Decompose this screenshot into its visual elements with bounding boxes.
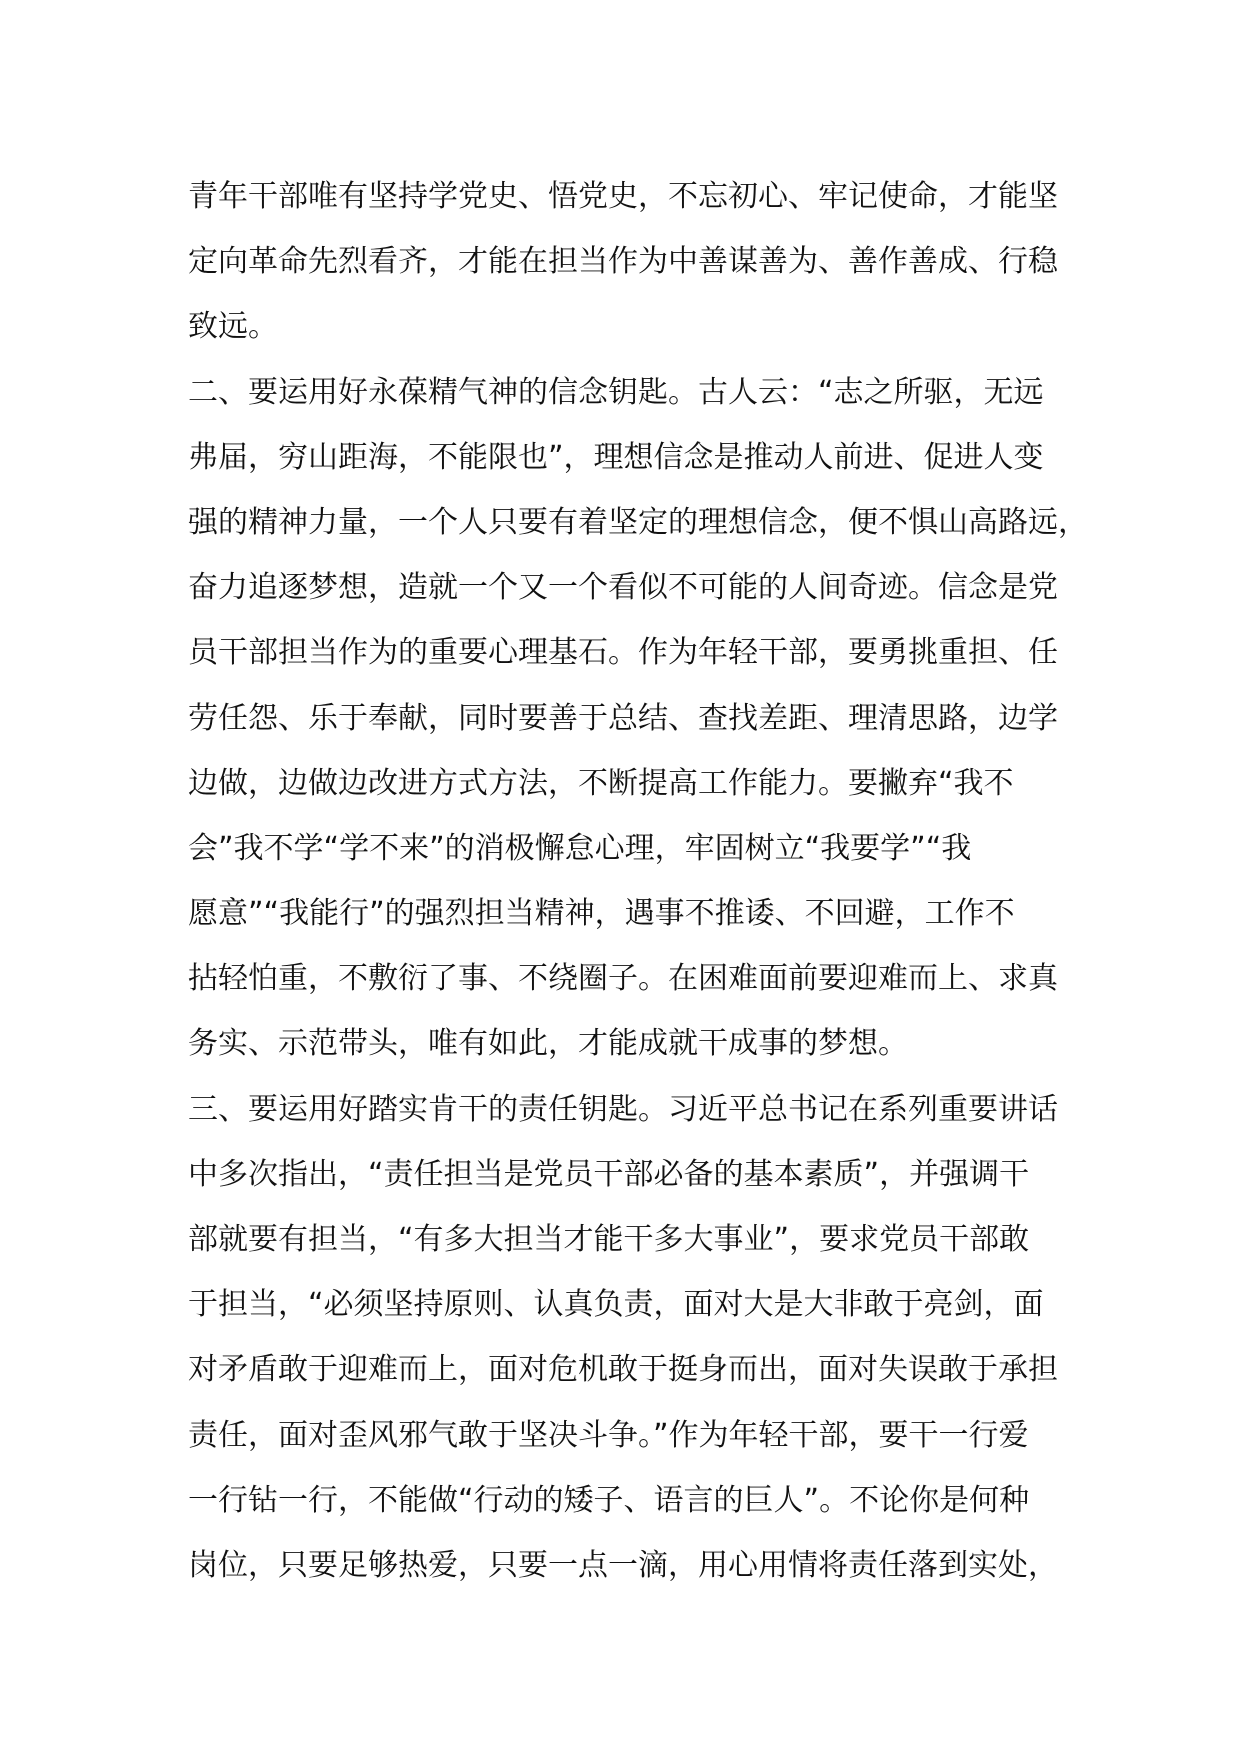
text-line: 边做，边做边改进方式方法，不断提高工作能力。要撇弃“我不 (188, 765, 1014, 801)
text-line: 二、要运用好永葆精气神的信念钥匙。古人云：“志之所驱，无远 (188, 374, 1044, 410)
text-line: 三、要运用好踏实肯干的责任钥匙。习近平总书记在系列重要讲话 (188, 1091, 1058, 1127)
text-line: 愿意”“我能行”的强烈担当精神，遇事不推诿、不回避，工作不 (188, 896, 1015, 932)
text-line: 拈轻怕重，不敷衍了事、不绕圈子。在困难面前要迎难而上、求真 (188, 961, 1058, 997)
text-line: 中多次指出，“责任担当是党员干部必备的基本素质”，并强调干 (188, 1156, 1030, 1192)
text-line: 岗位，只要足够热爱，只要一点一滴，用心用情将责任落到实处， (188, 1547, 1058, 1583)
text-line: 员干部担当作为的重要心理基石。作为年轻干部，要勇挑重担、任 (188, 635, 1058, 671)
text-line: 对矛盾敢于迎难而上，面对危机敢于挺身而出，面对失误敢于承担 (188, 1352, 1058, 1388)
document-body (188, 164, 1088, 1598)
text-line: 务实、示范带头，唯有如此，才能成就干成事的梦想。 (188, 1026, 908, 1062)
text-line: 致远。 (188, 309, 278, 345)
text-line: 奋力追逐梦想，造就一个又一个看似不可能的人间奇迹。信念是党 (188, 570, 1058, 606)
text-line: 劳任怨、乐于奉献，同时要善于总结、查找差距、理清思路，边学 (188, 700, 1058, 736)
text-line: 会”我不学“学不来”的消极懈怠心理，牢固树立“我要学”“我 (188, 830, 972, 866)
text-line: 强的精神力量，一个人只要有着坚定的理想信念，便不惧山高路远， (188, 504, 1088, 540)
text-line: 一行钻一行，不能做“行动的矮子、语言的巨人”。不论你是何种 (188, 1482, 1030, 1518)
text-line: 弗届，穷山距海，不能限也”，理想信念是推动人前进、促进人变 (188, 439, 1044, 475)
text-line: 部就要有担当，“有多大担当才能干多大事业”，要求党员干部敢 (188, 1222, 1030, 1257)
text-line: 定向革命先烈看齐，才能在担当作为中善谋善为、善作善成、行稳 (188, 244, 1058, 280)
text-line: 责任，面对歪风邪气敢于坚决斗争。”作为年轻干部，要干一行爱 (188, 1417, 1029, 1453)
text-line: 于担当，“必须坚持原则、认真负责，面对大是大非敢于亮剑，面 (188, 1287, 1044, 1323)
text-line: 青年干部唯有坚持学党史、悟党史，不忘初心、牢记使命，才能坚 (188, 179, 1058, 214)
